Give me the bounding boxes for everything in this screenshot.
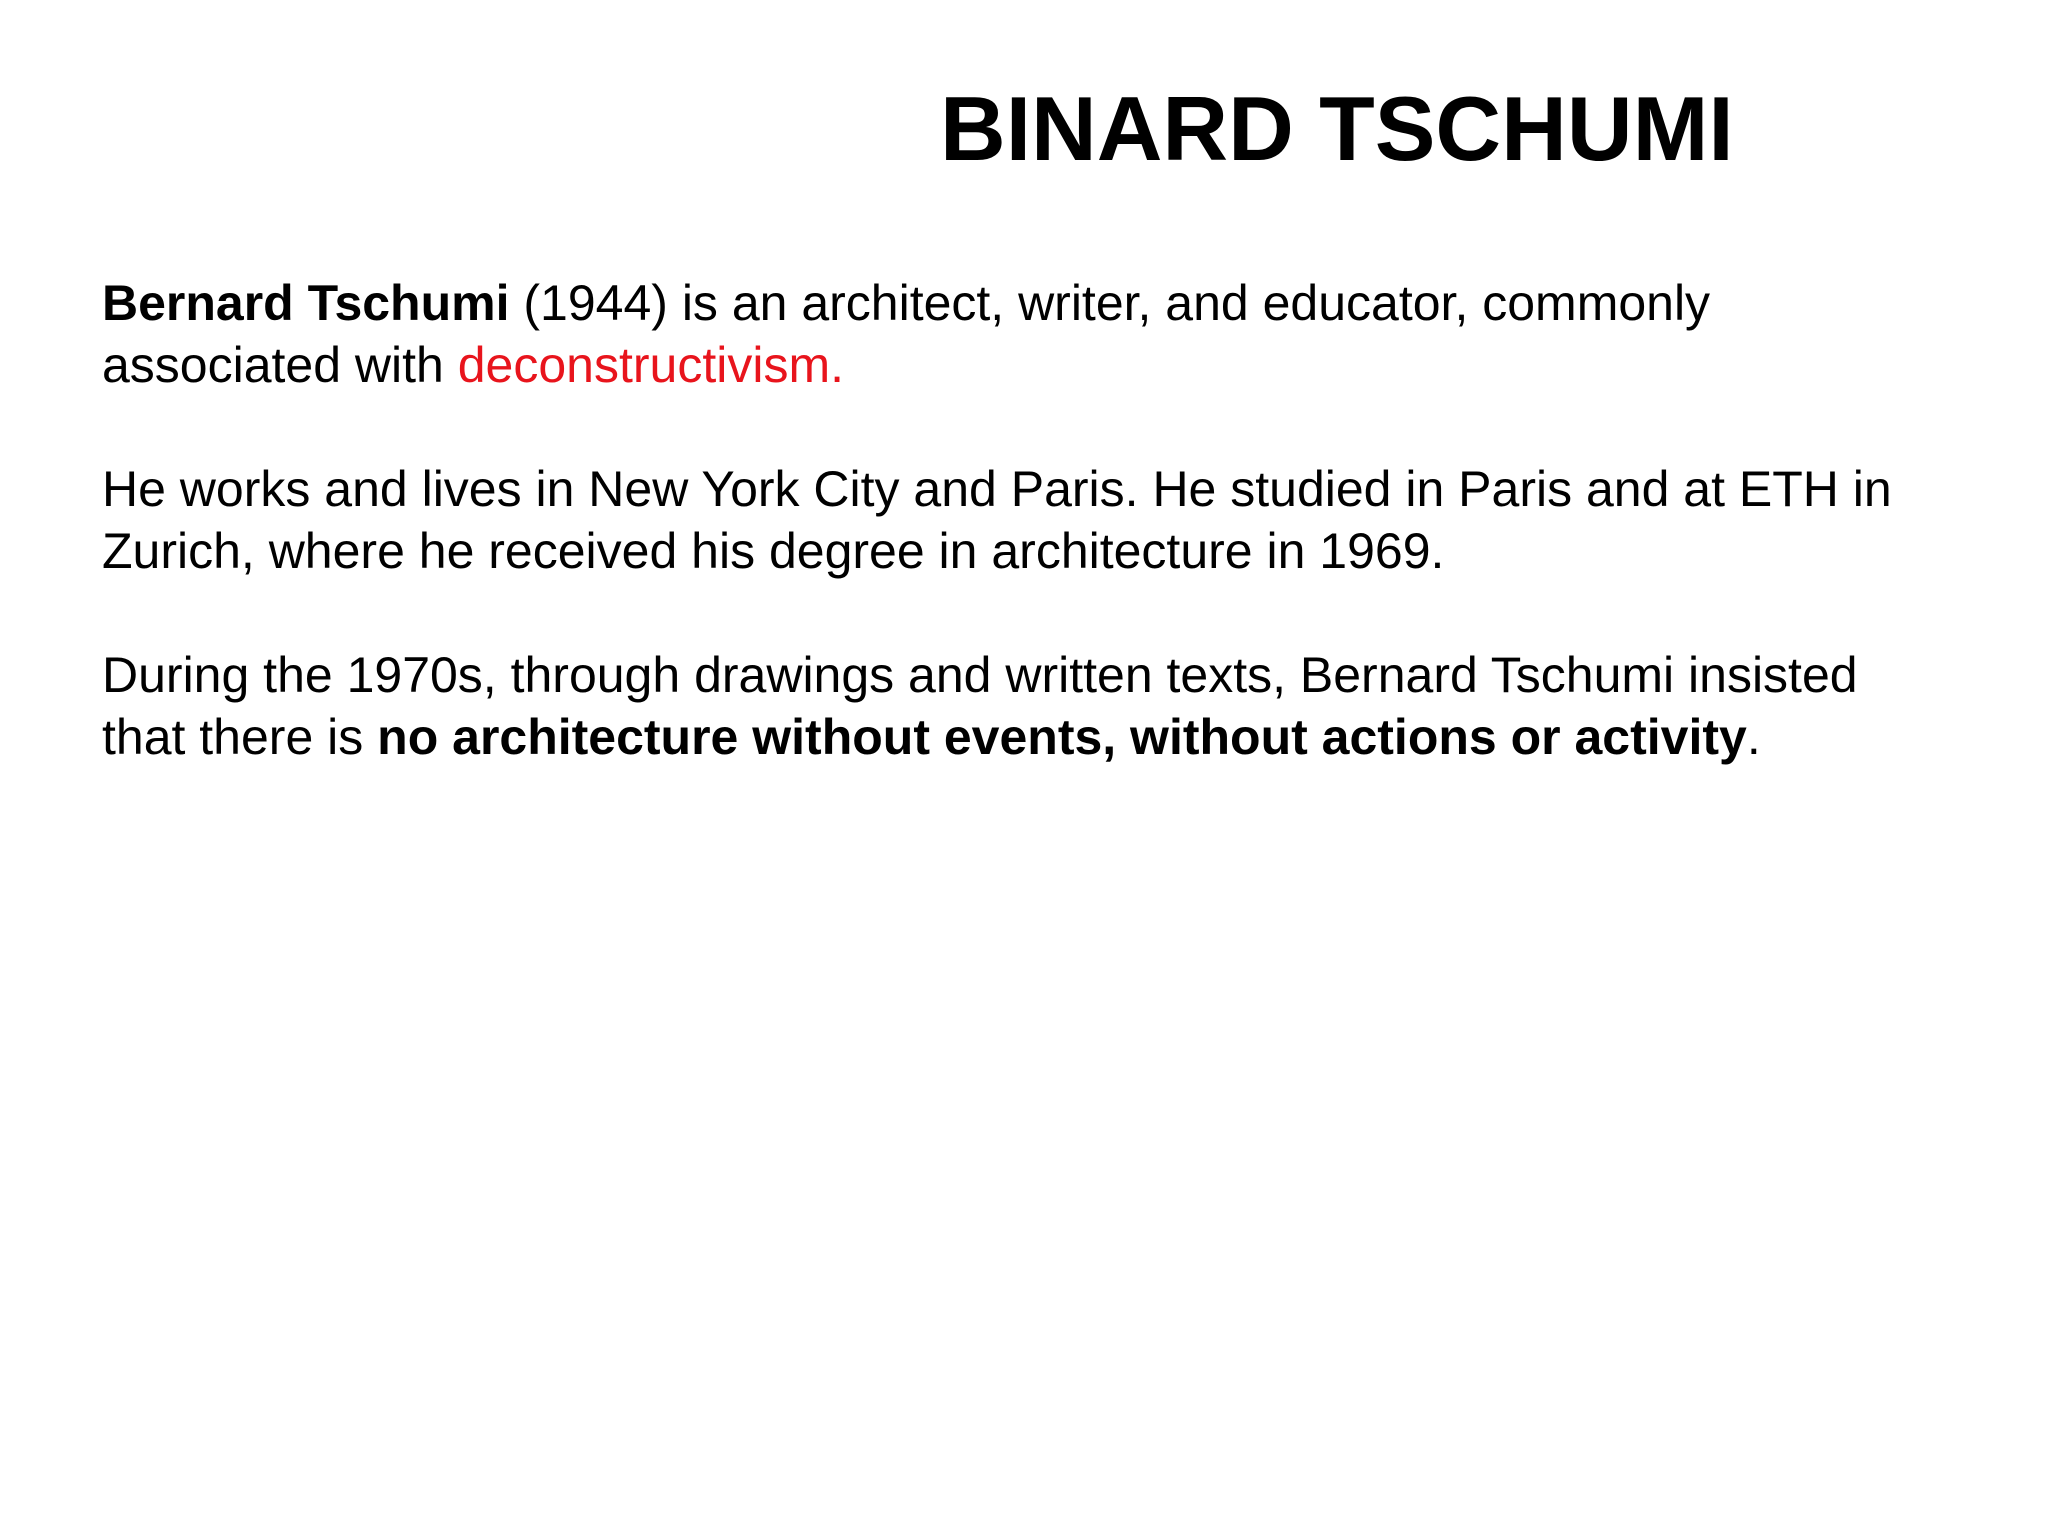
paragraph-intro-line-2 (102, 334, 2002, 396)
philosophy-emphasis: no architecture without events, without actions or activity (377, 709, 1747, 765)
philosophy-period: . (1746, 709, 1761, 765)
philosophy-lead: that there is (102, 709, 378, 765)
associated-text: associated with (102, 337, 458, 393)
slide-body (102, 272, 2002, 830)
paragraph-philosophy-line-2 (102, 706, 2002, 768)
slide-title: BINARD TSCHUMI (940, 79, 1734, 180)
paragraph-residence-line-2: Zurich, where he received his degree in architecture in 1969. (102, 523, 1445, 579)
intro-text: (1944) is an architect, writer, and educator, commonly (509, 275, 1711, 331)
deconstructivism-link-text: deconstructivism. (457, 337, 844, 393)
paragraph-philosophy (102, 644, 2002, 768)
paragraph-intro-line-1 (102, 272, 2002, 334)
paragraph-philosophy-line-1: During the 1970s, through drawings and written texts, Bernard Tschumi insisted (102, 647, 1858, 703)
architect-name: Bernard Tschumi (102, 275, 510, 331)
paragraph-residence (102, 458, 2002, 582)
paragraph-intro (102, 272, 2002, 396)
paragraph-residence-line-1: He works and lives in New York City and Paris. He studied in Paris and at ETH in (102, 461, 1892, 517)
